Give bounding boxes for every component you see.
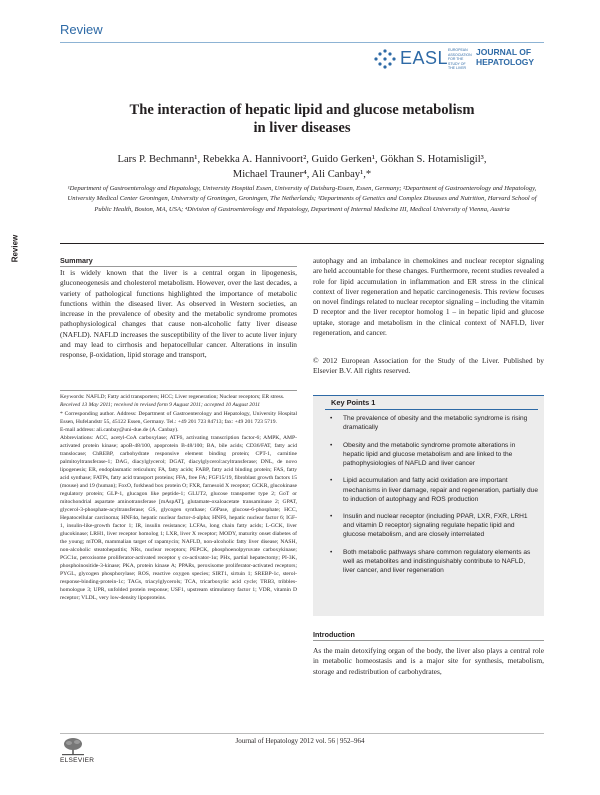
- publisher-name: ELSEVIER: [60, 757, 95, 764]
- bullet-icon: •: [330, 513, 333, 521]
- key-point-item: • Both metabolic pathways share common regulatory elements as well as metabolites and indistinguishably contribute to NAFLD, liver cancer, and liver regeneration: [330, 549, 531, 575]
- easl-small-text: EUROPEAN ASSOCIATION FOR THE STUDY OF THE LIVER: [448, 48, 472, 70]
- introduction-heading: Introduction: [313, 630, 355, 639]
- elsevier-tree-icon: [60, 736, 86, 756]
- key-points-title: Key Points 1: [331, 398, 376, 407]
- bullet-icon: •: [330, 477, 333, 485]
- copyright-text: © 2012 European Association for the Study of the Liver. Published by Elsevier B.V. All rights reserved.: [313, 356, 544, 376]
- easl-logo-text: EASL: [400, 48, 449, 68]
- key-points-list: [325, 414, 538, 584]
- authors: [60, 152, 544, 182]
- article-title: [60, 101, 544, 137]
- bullet-icon: •: [330, 441, 333, 449]
- bullet-icon: •: [330, 549, 333, 557]
- key-points-rule: [325, 409, 538, 410]
- key-point-item: • Insulin and nuclear receptor (including PPAR, LXR, FXR, LRH1 and vitamin D receptor) signaling regulate hepatic lipid and glucose metabolism, and are closely interrelated: [330, 513, 528, 539]
- journal-name: [476, 47, 534, 67]
- affiliations: ¹Department of Gastroenterology and Hepatology, University Hospital Essen, University of Duisburg-Essen, Essen, Germany; ²Department of Gastroenterology and Hepatology, University Medical Center Groningen, University of Groningen, Groningen, The Netherlands; ³Departments of Genetics and Complex Diseases and Nutrition, Harvard School of Public Health, Boston, MA, USA; ⁴Division of Gastroenterology and Hepatology, Department of Internal Medicine III, Medical University of Vienna, Austria: [67, 185, 537, 213]
- bullet-icon: •: [330, 415, 333, 422]
- summary-text-left: It is widely known that the liver is a central organ in lipogenesis, gluconeogenesis and cholesterol metabolism. However, over the last decades, a variety of pathological functions highlighted the importance of metabolic functions within the diseased liver. As observed in Western societies, an increase in the prevalence of obesity and the metabolic syndrome promotes pathophysiological changes that cause non-alcoholic fatty liver disease (NAFLD). NAFLD increases the susceptibility of the liver to acute liver injury and may lead to cirrhosis and hepatocellular cancer. Alterations in insulin response, β-oxidation, lipid storage and transport,: [60, 268, 297, 359]
- key-point-item: • The prevalence of obesity and the metabolic syndrome is rising dramatically: [330, 415, 528, 432]
- introduction-rule: [313, 640, 544, 641]
- title-line2: in liver diseases: [253, 120, 351, 136]
- journal-citation: Journal of Hepatology 2012 vol. 56 | 952–964: [235, 737, 365, 745]
- footnotes: [60, 393, 297, 602]
- footer-rule: [60, 733, 544, 734]
- header-rule: [60, 42, 544, 43]
- abbreviations: Abbreviations: ACC, acetyl-CoA carboxylase; ATF6, activating transcription factor-6; AMPK, AMP-activated protein kinase; apoB-48/100, apoprotein B-48/100; BA, bile acids; CD36/FAT, fatty acid translocase; ChREBP, carbohydrate responsive element binding protein; CPT-1, carnitine palmitoyltransferase-1; DAG, diacylglycerol; DGAT, diacylglycerol:acyltransferase; DNL, de novo lipogenesis; ER, endoplasmatic reticulum; FA, fatty acids; FABP, fatty acid binding protein; FAS, fatty acid synthase; FATPs, fatty acid transport proteins; FFA, free FA; FGF15/19, fibroblast growth factors 15 (mouse) and 19 (human); FoxO, forkhead box protein O; FXR, farnesoid X receptor; GCKR, glucokinase regulatory protein; GLP-1, glucagon like peptide-1; GLUT2, glucose transporter type 2; GoT or mitochondrial aspartate aminotransferase [mAspAT], glutamate-oxaloacetate transaminase 2; GPAT, glycerol-3-phosphate-acyltransferase; GS, glycogen synthase; G6Pase, glucose-6-phosphate; HCC, Hepatocellular carcinoma; HNF4α, hepatic nuclear factor-4-alpha; HNF6, hepatic nuclear factor 6; IGF-1, insulin-like-growth factor 1; IR, insulin resistance; LCFAs, long chain fatty acids; L-GCK, liver glucokinase; LRH1, liver receptor homolog 1; LXR, liver X receptor; MODY, maturity onset diabetes of the young; mTOR, mammalian target of rapamycin; NAFLD, non-alcoholic fatty liver disease; NASH, non-alcoholic steatohepatitis; NRs, nuclear receptors; PEPCK, phosphoenolpyruvate carboxykinase; PGC1α, peroxisome proliferator-activated receptor γ co-activator-1α; PHx, partial hepatectomy; PI-3K, phosphoinositide-3-kinase; PKA, protein kinase A; PPARs, peroxisome proliferator-activated receptors; PYGL, glycogen phosphorylase; ROS, reactive oxygen species; SIRT1, sirtuin 1; SREBP-1c, sterol-response-binding-protein-1c; TAGs, triacylglycerols; TCA, tricarboxylic acid cycle; TRB3, tribbles-homologue 3; UPR, unfolded protein response; USF1, upstream stimulatory factor 1; VDR, vitamin D receptor; VLDL, very low-density lipoproteins.: [60, 435, 297, 601]
- key-points-top-rule: [313, 395, 544, 396]
- title-line1: The interaction of hepatic lipid and glucose metabolism: [129, 102, 475, 118]
- key-point-item: • Lipid accumulation and fatty acid oxidation are important mechanisms in liver damage, repair and regeneration, partially due to induction of autophagy and ROS production: [330, 477, 538, 503]
- journal-name-line2: HEPATOLOGY: [476, 57, 535, 67]
- section-label: Review: [60, 22, 103, 37]
- email-address: E-mail address: ali.canbay@uni-due.de (A. Canbay).: [60, 427, 179, 433]
- introduction-text: As the main detoxifying organ of the body, the liver also plays a central role in metabolic homeostasis and is a major site for synthesis, metabolism, storage and redistribution of carbohydrates,: [313, 646, 544, 676]
- side-review-label: Review: [10, 234, 20, 263]
- keywords: Keywords: NAFLD; Fatty acid transporters; HCC; Liver regeneration; Nuclear receptors; ER stress.: [60, 394, 285, 400]
- key-point-item: • Obesity and the metabolic syndrome promote alterations in hepatic lipid and glucose metabolism and are linked to the pathophysiologies of NAFLD and liver cancer: [330, 441, 516, 467]
- title-rule: [60, 243, 544, 244]
- footnote-rule: [60, 390, 297, 391]
- easl-logo-icon: [372, 48, 398, 70]
- received-dates: Received 13 May 2011; received in revised form 9 August 2011; accepted 10 August 2011: [60, 402, 261, 408]
- corresponding-author: * Corresponding author. Address: Department of Gastroenterology and Hepatology, University Hospital Essen, Hufelandstr 55, 45122 Essen, Germany. Tel.: +49 201 723 84713; fax: +49 201 723 5719.: [60, 411, 297, 425]
- side-review-tab: [3, 232, 27, 270]
- summary-heading: Summary: [60, 256, 93, 265]
- journal-name-line1: JOURNAL OF: [476, 47, 532, 57]
- summary-text-right: autophagy and an imbalance in chemokines and nuclear receptor signaling are held accountable for these changes. Furthermore, recent studies revealed a role for lipid accumulation in inflammation and ER stress in the clinical context of liver regeneration and hepatic carcinogenesis. This review focuses on novel findings related to nuclear receptor signaling – including the vitamin D receptor and the liver receptor homolog 1 – in hepatic lipid and glucose uptake, storage and metabolism in the clinical context of NAFLD, liver regeneration, and cancer.: [313, 256, 544, 337]
- authors-line1: Lars P. Bechmann¹, Rebekka A. Hannivoort², Guido Gerken¹, Gökhan S. Hotamisligil³,: [117, 154, 487, 165]
- authors-line2: Michael Trauner⁴, Ali Canbay¹,*: [232, 169, 372, 180]
- summary-rule: [60, 266, 297, 267]
